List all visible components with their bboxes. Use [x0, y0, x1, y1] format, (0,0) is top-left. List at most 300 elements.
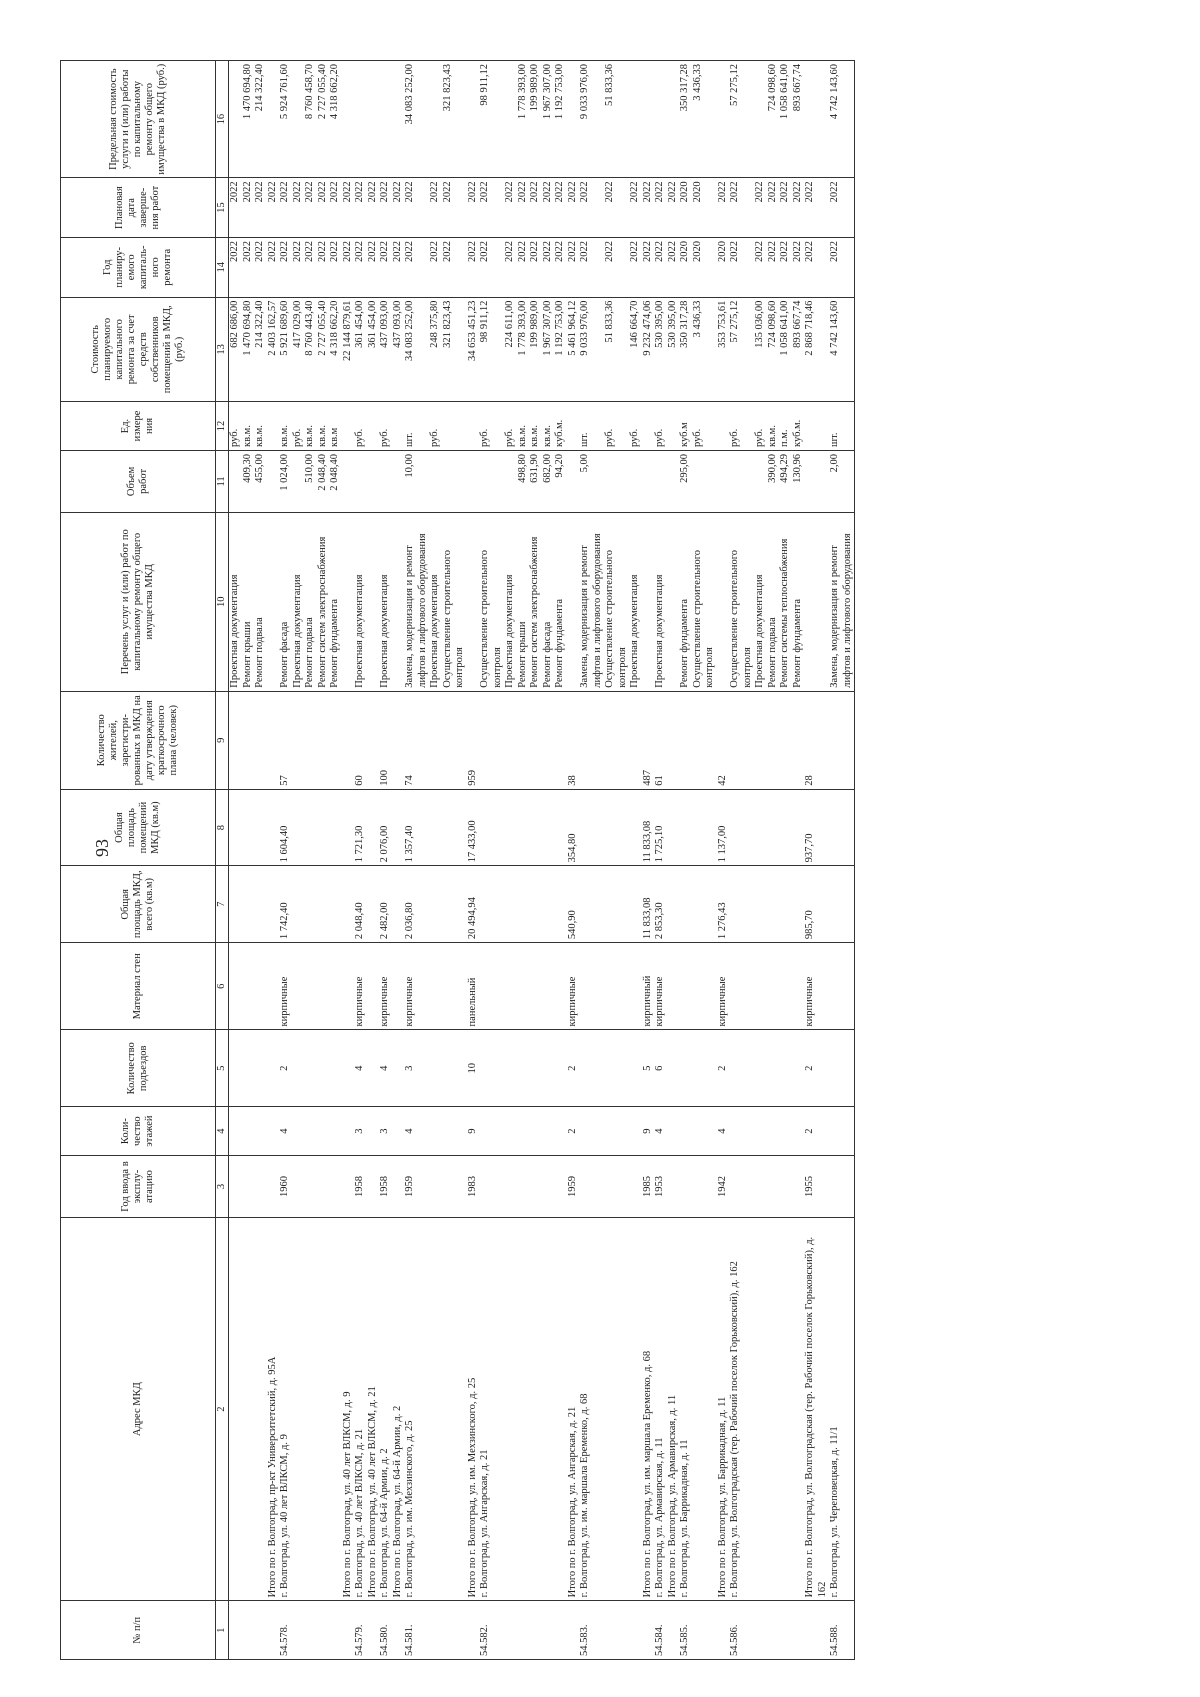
- cell-col-15: 2022: [667, 178, 680, 238]
- cell-col-1: [554, 1601, 567, 1660]
- cell-col-15: 2022: [442, 178, 467, 238]
- cell-col-5: [229, 1030, 242, 1107]
- cell-col-2: [442, 1217, 467, 1601]
- table-row: [429, 61, 442, 1660]
- cell-col-11: [442, 451, 467, 513]
- table-row: [517, 61, 530, 1660]
- cell-col-1: [392, 1601, 405, 1660]
- cell-col-14: 2022: [292, 237, 305, 297]
- cell-col-9: [304, 691, 317, 789]
- cell-col-1: [342, 1601, 355, 1660]
- cell-col-1: 54.579.: [354, 1601, 367, 1660]
- cell-col-12: [267, 402, 280, 451]
- cell-col-2: [429, 1217, 442, 1601]
- cell-col-6: [829, 943, 855, 1030]
- cell-col-14: 2022: [254, 237, 267, 297]
- cell-col-16: 893 667,74: [792, 61, 805, 178]
- cell-col-3: 1955: [804, 1156, 829, 1218]
- cell-col-6: кирпичные: [654, 943, 667, 1030]
- cell-col-13: 9 232 474,06: [642, 297, 655, 401]
- cell-col-9: 38: [567, 691, 580, 789]
- cell-col-12: куб.м.: [792, 402, 805, 451]
- cell-col-12: руб.: [292, 402, 305, 451]
- cell-col-6: [729, 943, 754, 1030]
- cell-col-4: [604, 1107, 629, 1156]
- cell-col-16: 4 742 143,60: [829, 61, 855, 178]
- cell-col-5: [292, 1030, 305, 1107]
- cell-col-7: [304, 866, 317, 943]
- cell-col-5: [504, 1030, 517, 1107]
- cell-col-8: [429, 789, 442, 866]
- table-row: [279, 61, 292, 1660]
- cell-col-9: 61: [654, 691, 667, 789]
- cell-col-16: [367, 61, 380, 178]
- cell-col-11: [729, 451, 754, 513]
- cell-col-15: 2022: [604, 178, 629, 238]
- column-number-5: 5: [216, 1030, 229, 1107]
- cell-col-8: [292, 789, 305, 866]
- cell-col-8: 11 833,08: [642, 789, 655, 866]
- column-header-5: Количество подъездов: [61, 1030, 216, 1107]
- cell-col-1: [767, 1601, 780, 1660]
- column-header-8: Общая площадь помещений МКД (кв.м): [61, 789, 216, 866]
- cell-col-16: 57 275,12: [729, 61, 754, 178]
- cell-col-1: [317, 1601, 330, 1660]
- cell-col-11: [754, 451, 767, 513]
- column-header-16: Предельная стоимость услуги и (или) работы по капитальному ремонту общего имущества в МКД (руб.): [61, 61, 216, 178]
- cell-col-6: [229, 943, 242, 1030]
- cell-col-16: 5 924 761,60: [279, 61, 292, 178]
- cell-col-7: [442, 866, 467, 943]
- column-number-6: 6: [216, 943, 229, 1030]
- cell-col-1: [804, 1601, 829, 1660]
- cell-col-4: [342, 1107, 355, 1156]
- table-row: [254, 61, 267, 1660]
- cell-col-15: 2022: [804, 178, 829, 238]
- cell-col-5: [367, 1030, 380, 1107]
- column-header-2: Адрес МКД: [61, 1217, 216, 1601]
- cell-col-14: 2022: [654, 237, 667, 297]
- cell-col-14: 2022: [604, 237, 629, 297]
- cell-col-10: Ремонт крыши: [242, 512, 255, 691]
- cell-col-9: 28: [804, 691, 829, 789]
- cell-col-1: 54.583.: [579, 1601, 604, 1660]
- cell-col-3: [542, 1156, 555, 1218]
- cell-col-8: [692, 789, 717, 866]
- cell-col-8: 1 137,00: [717, 789, 730, 866]
- table-row: [242, 61, 255, 1660]
- table-row: [804, 61, 829, 1660]
- cell-col-1: [542, 1601, 555, 1660]
- cell-col-2: г. Волгоград, ул. им. маршала Еременко, д. 68: [579, 1217, 604, 1601]
- cell-col-3: [292, 1156, 305, 1218]
- cell-col-8: 1 725,10: [654, 789, 667, 866]
- cell-col-1: 54.586.: [729, 1601, 754, 1660]
- cell-col-1: 54.584.: [654, 1601, 667, 1660]
- cell-col-3: [367, 1156, 380, 1218]
- cell-col-4: [542, 1107, 555, 1156]
- cell-col-1: [292, 1601, 305, 1660]
- cell-col-6: [267, 943, 280, 1030]
- cell-col-5: 4: [354, 1030, 367, 1107]
- cell-col-4: 9: [467, 1107, 480, 1156]
- cell-col-10: Осуществление строительного контроля: [479, 512, 504, 691]
- cell-col-13: 4 742 143,60: [829, 297, 855, 401]
- cell-col-8: 1 721,30: [354, 789, 367, 866]
- cell-col-15: 2022: [754, 178, 767, 238]
- cell-col-6: [754, 943, 767, 1030]
- cell-col-6: кирпичные: [567, 943, 580, 1030]
- cell-col-3: [629, 1156, 642, 1218]
- cell-col-9: [729, 691, 754, 789]
- cell-col-6: кирпичные: [354, 943, 367, 1030]
- cell-col-13: 353 753,61: [717, 297, 730, 401]
- cell-col-2: [517, 1217, 530, 1601]
- cell-col-4: [292, 1107, 305, 1156]
- cell-col-5: [342, 1030, 355, 1107]
- cell-col-9: [692, 691, 717, 789]
- column-number-13: 13: [216, 297, 229, 401]
- cell-col-1: 54.581.: [404, 1601, 429, 1660]
- cell-col-15: 2022: [529, 178, 542, 238]
- cell-col-11: 631,90: [529, 451, 542, 513]
- table-row: [467, 61, 480, 1660]
- cell-col-10: Проектная документация: [504, 512, 517, 691]
- cell-col-11: [654, 451, 667, 513]
- cell-col-9: [267, 691, 280, 789]
- cell-col-11: [267, 451, 280, 513]
- table-row: [479, 61, 504, 1660]
- cell-col-8: [667, 789, 680, 866]
- cell-col-9: [367, 691, 380, 789]
- cell-col-15: 2022: [729, 178, 754, 238]
- cell-col-10: Осуществление строительного контроля: [442, 512, 467, 691]
- cell-col-2: Итого по г. Волгоград, пр-кт Университетский, д. 95А: [267, 1217, 280, 1601]
- cell-col-5: [329, 1030, 342, 1107]
- cell-col-13: 98 911,12: [479, 297, 504, 401]
- cell-col-10: Ремонт фундамента: [679, 512, 692, 691]
- cell-col-13: 22 144 879,61: [342, 297, 355, 401]
- cell-col-3: 1959: [567, 1156, 580, 1218]
- cell-col-16: 214 322,40: [254, 61, 267, 178]
- cell-col-12: руб.: [479, 402, 504, 451]
- table-row: [554, 61, 567, 1660]
- cell-col-14: 2022: [354, 237, 367, 297]
- cell-col-10: Ремонт фундамента: [792, 512, 805, 691]
- cell-col-16: 8 760 458,70: [304, 61, 317, 178]
- cell-col-2: Итого по г. Волгоград, ул. Баррикадная, д. 11: [717, 1217, 730, 1601]
- cell-col-2: Итого по г. Волгоград, ул. им. маршала Еременко, д. 68: [642, 1217, 655, 1601]
- cell-col-1: [367, 1601, 380, 1660]
- cell-col-16: 2 727 055,40: [317, 61, 330, 178]
- cell-col-2: г. Волгоград, ул. 40 лет ВЛКСМ, д. 21: [354, 1217, 367, 1601]
- cell-col-3: [667, 1156, 680, 1218]
- cell-col-8: [329, 789, 342, 866]
- cell-col-3: [604, 1156, 629, 1218]
- cell-col-12: руб.: [379, 402, 392, 451]
- cell-col-13: 1 058 641,00: [779, 297, 792, 401]
- cell-col-7: [267, 866, 280, 943]
- cell-col-12: [392, 402, 405, 451]
- table-row: [504, 61, 517, 1660]
- cell-col-16: [654, 61, 667, 178]
- table-row: [329, 61, 342, 1660]
- cell-col-11: [642, 451, 655, 513]
- cell-col-3: 1942: [717, 1156, 730, 1218]
- cell-col-8: [792, 789, 805, 866]
- cell-col-1: [517, 1601, 530, 1660]
- cell-col-16: 98 911,12: [479, 61, 504, 178]
- cell-col-7: [829, 866, 855, 943]
- cell-col-2: г. Волгоград, ул. им. Мехзинского, д. 25: [404, 1217, 429, 1601]
- cell-col-14: 2022: [767, 237, 780, 297]
- cell-col-9: [542, 691, 555, 789]
- cell-col-3: [504, 1156, 517, 1218]
- cell-col-9: 57: [279, 691, 292, 789]
- cell-col-6: [429, 943, 442, 1030]
- cell-col-9: [429, 691, 442, 789]
- cell-col-14: 2022: [579, 237, 604, 297]
- cell-col-8: 1 604,40: [279, 789, 292, 866]
- cell-col-16: [642, 61, 655, 178]
- cell-col-11: [504, 451, 517, 513]
- cell-col-5: 2: [804, 1030, 829, 1107]
- cell-col-3: [754, 1156, 767, 1218]
- cell-col-13: 5 921 689,60: [279, 297, 292, 401]
- cell-col-5: 6: [654, 1030, 667, 1107]
- cell-col-2: [767, 1217, 780, 1601]
- cell-col-6: [304, 943, 317, 1030]
- cell-col-7: [767, 866, 780, 943]
- cell-col-2: [317, 1217, 330, 1601]
- cell-col-8: [729, 789, 754, 866]
- cell-col-7: [542, 866, 555, 943]
- cell-col-10: Ремонт подвала: [304, 512, 317, 691]
- cell-col-4: [317, 1107, 330, 1156]
- cell-col-1: [567, 1601, 580, 1660]
- cell-col-5: 10: [467, 1030, 480, 1107]
- cell-col-7: [692, 866, 717, 943]
- cell-col-2: Итого по г. Волгоград, ул. 40 лет ВЛКСМ, д. 21: [367, 1217, 380, 1601]
- cell-col-1: [304, 1601, 317, 1660]
- cell-col-12: руб.: [629, 402, 642, 451]
- cell-col-10: Ремонт фундамента: [329, 512, 342, 691]
- cell-col-2: [542, 1217, 555, 1601]
- cell-col-12: [642, 402, 655, 451]
- cell-col-14: 2022: [754, 237, 767, 297]
- cell-col-16: [292, 61, 305, 178]
- cell-col-8: [529, 789, 542, 866]
- cell-col-7: [254, 866, 267, 943]
- cell-col-11: 295,00: [679, 451, 692, 513]
- cell-col-10: Ремонт крыши: [517, 512, 530, 691]
- cell-col-11: 2 048,40: [329, 451, 342, 513]
- cell-col-4: [692, 1107, 717, 1156]
- cell-col-8: [479, 789, 504, 866]
- cell-col-12: кв.м.: [517, 402, 530, 451]
- cell-col-8: [754, 789, 767, 866]
- cell-col-12: п.м.: [779, 402, 792, 451]
- cell-col-11: [229, 451, 242, 513]
- cell-col-7: [367, 866, 380, 943]
- cell-col-9: [679, 691, 692, 789]
- cell-col-11: [354, 451, 367, 513]
- cell-col-3: [254, 1156, 267, 1218]
- cell-col-11: [392, 451, 405, 513]
- cell-col-2: г. Волгоград, ул. Армавирская, д. 11: [654, 1217, 667, 1601]
- cell-col-14: 2022: [792, 237, 805, 297]
- cell-col-15: 2020: [692, 178, 717, 238]
- cell-col-9: [292, 691, 305, 789]
- column-header-13: Стоимость планируемого капитального ремонта за счет средств собственников помещений в МКД, (руб.): [61, 297, 216, 401]
- cell-col-5: [529, 1030, 542, 1107]
- cell-col-7: [529, 866, 542, 943]
- cell-col-13: 2 727 055,40: [317, 297, 330, 401]
- cell-col-16: 9 033 976,00: [579, 61, 604, 178]
- cell-col-1: 54.582.: [479, 1601, 504, 1660]
- table-row: [729, 61, 754, 1660]
- cell-col-5: [392, 1030, 405, 1107]
- cell-col-4: [367, 1107, 380, 1156]
- cell-col-4: [504, 1107, 517, 1156]
- cell-col-16: 34 083 252,00: [404, 61, 429, 178]
- cell-col-7: 20 494,94: [467, 866, 480, 943]
- cell-col-7: 1 276,43: [717, 866, 730, 943]
- column-header-7: Общая площадь МКД, всего (кв.м): [61, 866, 216, 943]
- cell-col-2: [779, 1217, 792, 1601]
- cell-col-10: Осуществление строительного контроля: [729, 512, 754, 691]
- table-row: [792, 61, 805, 1660]
- cell-col-4: [392, 1107, 405, 1156]
- table-row: [779, 61, 792, 1660]
- cell-col-16: [392, 61, 405, 178]
- cell-col-2: [304, 1217, 317, 1601]
- cell-col-4: [792, 1107, 805, 1156]
- cell-col-11: 5,00: [579, 451, 604, 513]
- table-row: [529, 61, 542, 1660]
- cell-col-13: 530 395,00: [654, 297, 667, 401]
- cell-col-13: 2 868 718,46: [804, 297, 829, 401]
- cell-col-8: [579, 789, 604, 866]
- column-number-7: 7: [216, 866, 229, 943]
- cell-col-12: кв.м.: [304, 402, 317, 451]
- cell-col-15: 2022: [279, 178, 292, 238]
- cell-col-16: [717, 61, 730, 178]
- cell-col-16: 1 967 307,00: [542, 61, 555, 178]
- cell-col-5: [629, 1030, 642, 1107]
- cell-col-14: 2022: [392, 237, 405, 297]
- cell-col-10: Ремонт систем электроснабжения: [317, 512, 330, 691]
- cell-col-7: [517, 866, 530, 943]
- cell-col-7: 1 742,40: [279, 866, 292, 943]
- cell-col-5: 3: [404, 1030, 429, 1107]
- cell-col-14: 2022: [504, 237, 517, 297]
- cell-col-16: 51 833,36: [604, 61, 629, 178]
- cell-col-5: [442, 1030, 467, 1107]
- cell-col-6: [254, 943, 267, 1030]
- cell-col-4: [329, 1107, 342, 1156]
- cell-col-9: [554, 691, 567, 789]
- cell-col-7: 2 853,30: [654, 866, 667, 943]
- cell-col-8: [767, 789, 780, 866]
- cell-col-7: [242, 866, 255, 943]
- table-row: [754, 61, 767, 1660]
- cell-col-12: шт.: [404, 402, 429, 451]
- cell-col-5: [754, 1030, 767, 1107]
- cell-col-10: Проектная документация: [654, 512, 667, 691]
- cell-col-9: [317, 691, 330, 789]
- cell-col-13: 437 093,00: [392, 297, 405, 401]
- cell-col-14: 2022: [629, 237, 642, 297]
- cell-col-9: 959: [467, 691, 480, 789]
- cell-col-1: 54.585.: [679, 1601, 692, 1660]
- cell-col-8: 937,70: [804, 789, 829, 866]
- cell-col-11: [629, 451, 642, 513]
- cell-col-9: [792, 691, 805, 789]
- cell-col-16: [567, 61, 580, 178]
- cell-col-4: [479, 1107, 504, 1156]
- cell-col-6: [529, 943, 542, 1030]
- cell-col-15: 2022: [429, 178, 442, 238]
- cell-col-2: Итого по г. Волгоград, ул. им. Мехзинского, д. 25: [467, 1217, 480, 1601]
- table-row: [542, 61, 555, 1660]
- cell-col-15: 2022: [779, 178, 792, 238]
- table-row: [367, 61, 380, 1660]
- cell-col-8: 17 433,00: [467, 789, 480, 866]
- cell-col-16: [379, 61, 392, 178]
- cell-col-9: [754, 691, 767, 789]
- header-row: [61, 61, 216, 1660]
- cell-col-15: 2022: [342, 178, 355, 238]
- cell-col-15: 2022: [567, 178, 580, 238]
- cell-col-8: [342, 789, 355, 866]
- cell-col-14: 2022: [279, 237, 292, 297]
- column-number-10: 10: [216, 512, 229, 691]
- cell-col-8: 354,80: [567, 789, 580, 866]
- cell-col-14: 2022: [404, 237, 429, 297]
- cell-col-5: 2: [567, 1030, 580, 1107]
- cell-col-5: [517, 1030, 530, 1107]
- table-row: [579, 61, 604, 1660]
- cell-col-12: [667, 402, 680, 451]
- cell-col-5: [829, 1030, 855, 1107]
- cell-col-16: 1 058 641,00: [779, 61, 792, 178]
- cell-col-7: [792, 866, 805, 943]
- cell-col-4: [667, 1107, 680, 1156]
- cell-col-5: [667, 1030, 680, 1107]
- table-row: [354, 61, 367, 1660]
- cell-col-1: [467, 1601, 480, 1660]
- column-header-9: Количество жителей, зарегистри-рованных в МКД на дату утверждения краткосрочного плана (человек): [61, 691, 216, 789]
- cell-col-11: [292, 451, 305, 513]
- cell-col-4: [429, 1107, 442, 1156]
- cell-col-2: г. Волгоград, ул. Череповецкая, д. 11/1: [829, 1217, 855, 1601]
- cell-col-3: [792, 1156, 805, 1218]
- cell-col-7: [779, 866, 792, 943]
- cell-col-1: [629, 1601, 642, 1660]
- cell-col-13: 321 823,43: [442, 297, 467, 401]
- cell-col-1: [717, 1601, 730, 1660]
- cell-col-11: 409,30: [242, 451, 255, 513]
- cell-col-12: кв.м: [329, 402, 342, 451]
- cell-col-10: Ремонт систем электроснабжения: [529, 512, 542, 691]
- cell-col-11: 2 048,40: [317, 451, 330, 513]
- cell-col-16: [667, 61, 680, 178]
- cell-col-13: 1 470 694,80: [242, 297, 255, 401]
- cell-col-11: 94,20: [554, 451, 567, 513]
- cell-col-2: [629, 1217, 642, 1601]
- cell-col-10: [267, 512, 280, 691]
